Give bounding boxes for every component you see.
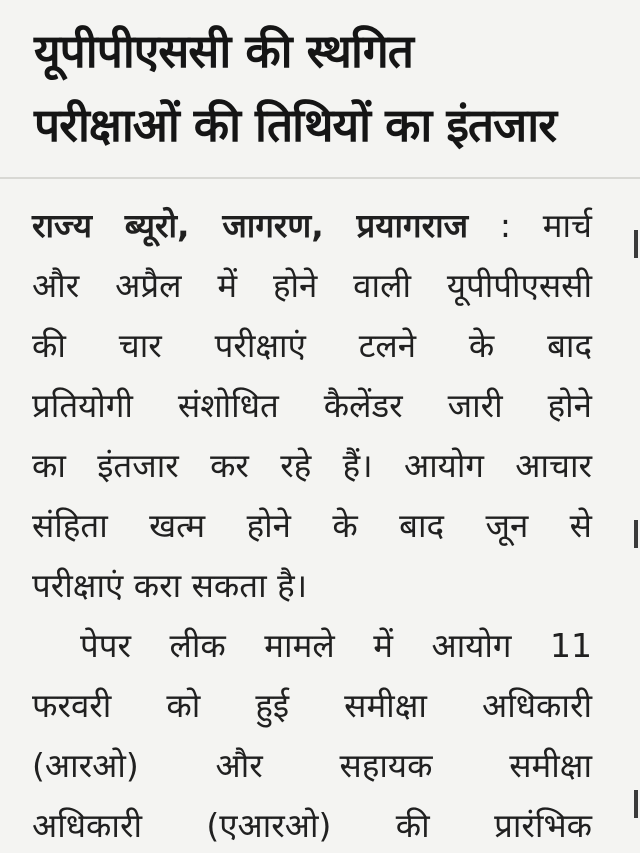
- headline-line-1: यूपीपीएससी की स्थगित: [34, 24, 413, 78]
- body-line: और अप्रैल में होने वाली यूपीपीएससी: [32, 266, 592, 305]
- edge-mark: [634, 230, 638, 258]
- body-line: फरवरी को हुई समीक्षा अधिकारी: [32, 686, 592, 725]
- headline-divider: [0, 177, 640, 179]
- article-headline: [34, 14, 614, 162]
- body-line: (आरओ) और सहायक समीक्षा: [32, 746, 592, 785]
- edge-mark: [634, 520, 638, 548]
- body-line: का इंतजार कर रहे हैं। आयोग आचार: [32, 446, 592, 485]
- article-body: [32, 196, 592, 853]
- body-line: प्रतियोगी संशोधित कैलेंडर जारी होने: [32, 386, 592, 425]
- adjacent-column-edge: [630, 190, 640, 850]
- body-line: की चार परीक्षाएं टलने के बाद: [32, 326, 592, 365]
- edge-mark: [634, 790, 638, 818]
- body-line: पेपर लीक मामले में आयोग 11: [80, 626, 592, 665]
- headline-line-2: परीक्षाओं की तिथियों का इंतजार: [34, 98, 557, 152]
- body-line: संहिता खत्म होने के बाद जून से: [32, 506, 592, 545]
- body-line: [32, 196, 592, 256]
- body-line: अधिकारी (एआरओ) की प्रारंभिक: [32, 806, 592, 845]
- dateline: राज्य ब्यूरो, जागरण, प्रयागराज: [32, 206, 469, 245]
- body-line-text: : मार्च: [499, 206, 592, 245]
- body-line: परीक्षाएं करा सकता है।: [32, 566, 308, 605]
